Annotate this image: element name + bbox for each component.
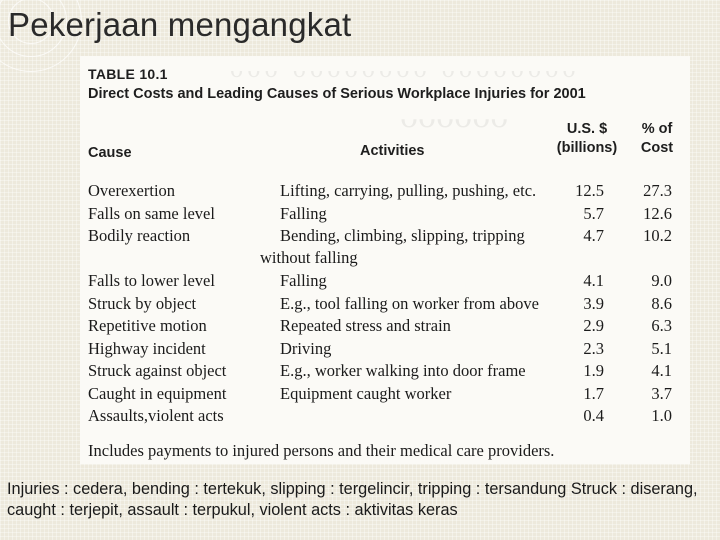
table-row <box>80 180 690 203</box>
cell-cause: Bodily reaction <box>88 226 191 245</box>
table-row <box>80 338 690 361</box>
table-row <box>80 383 690 406</box>
table-row <box>80 293 690 316</box>
cell-cause: Overexertion <box>88 181 176 200</box>
cell-cause: Repetitive motion <box>88 316 207 335</box>
cell-usd: 1.9 <box>583 361 604 380</box>
column-header-activities: Activities <box>360 143 425 159</box>
bleed-through-text: ᴗᴗᴗ ᴗᴗᴗᴗᴗᴗᴗᴗ ᴗᴗᴗᴗᴗᴗᴗᴗ <box>230 58 580 83</box>
table-row <box>80 203 690 226</box>
cell-activity: E.g., tool falling on worker from above <box>280 293 539 313</box>
cell-usd: 3.9 <box>583 293 604 313</box>
cell-cause: Falls on same level <box>88 203 215 223</box>
cell-activity: Driving <box>280 338 332 358</box>
cell-activity: Equipment caught worker <box>280 383 452 403</box>
cell-usd: 12.5 <box>575 181 604 200</box>
cell-pct: 27.3 <box>643 181 672 200</box>
column-header-cause: Cause <box>88 145 132 161</box>
cell-usd: 1.7 <box>583 383 604 403</box>
cell-pct: 8.6 <box>651 293 672 313</box>
cell-pct: 12.6 <box>643 203 672 223</box>
cell-usd: 2.3 <box>583 338 604 358</box>
slide-title: Pekerjaan mengangkat <box>8 6 352 43</box>
cell-cause: Assaults,violent acts <box>88 406 224 425</box>
cell-usd: 5.7 <box>583 203 604 223</box>
table-footnote: Includes payments to injured persons and their medical care providers. <box>88 441 555 460</box>
table-body <box>80 180 690 428</box>
cell-cause: Falls to lower level <box>88 271 215 290</box>
cell-activity: Falling <box>280 203 327 223</box>
cell-usd: 4.1 <box>583 271 604 290</box>
cell-cause: Highway incident <box>88 338 206 358</box>
cell-cause: Struck by object <box>88 293 197 313</box>
cell-activity: Bending, climbing, slipping, tripping <box>280 226 525 245</box>
table-row <box>80 225 690 270</box>
cell-cause: Struck against object <box>88 361 227 380</box>
cell-activity: Repeated stress and strain <box>280 316 451 335</box>
cell-activity: E.g., worker walking into door frame <box>280 361 526 380</box>
cell-usd: 2.9 <box>583 316 604 335</box>
cell-activity: Lifting, carrying, pulling, pushing, etc. <box>280 181 537 200</box>
cell-pct: 5.1 <box>651 338 672 358</box>
table-row <box>80 315 690 338</box>
cell-pct: 1.0 <box>651 406 672 425</box>
cell-activity-continued: without falling <box>260 248 358 267</box>
table-row <box>80 270 690 293</box>
cell-pct: 10.2 <box>643 226 672 245</box>
cell-activity: Falling <box>280 271 327 290</box>
table-row <box>80 360 690 383</box>
cell-usd: 0.4 <box>583 406 604 425</box>
cell-pct: 3.7 <box>651 383 672 403</box>
cell-pct: 4.1 <box>651 361 672 380</box>
bleed-through-text: ᴗᴗᴗᴗᴗᴗ <box>400 100 509 135</box>
table-label: TABLE 10.1 <box>88 66 168 82</box>
table-caption: Direct Costs and Leading Causes of Serious Workplace Injuries for 2001 <box>88 86 586 102</box>
table-image <box>80 56 690 464</box>
cell-pct: 9.0 <box>651 271 672 290</box>
cell-pct: 6.3 <box>651 316 672 335</box>
table-row <box>80 405 690 428</box>
translation-text: Injuries : cedera, bending : tertekuk, slipping : tergelincir, tripping : tersandung Struck : diserang, caught : terjepit, assault : terpukul, violent acts : aktivitas keras <box>7 480 698 519</box>
column-header-pct: % of Cost <box>640 121 674 156</box>
column-header-usd: U.S. $ (billions) <box>556 121 618 156</box>
cell-cause: Caught in equipment <box>88 383 227 403</box>
cell-usd: 4.7 <box>583 226 604 245</box>
